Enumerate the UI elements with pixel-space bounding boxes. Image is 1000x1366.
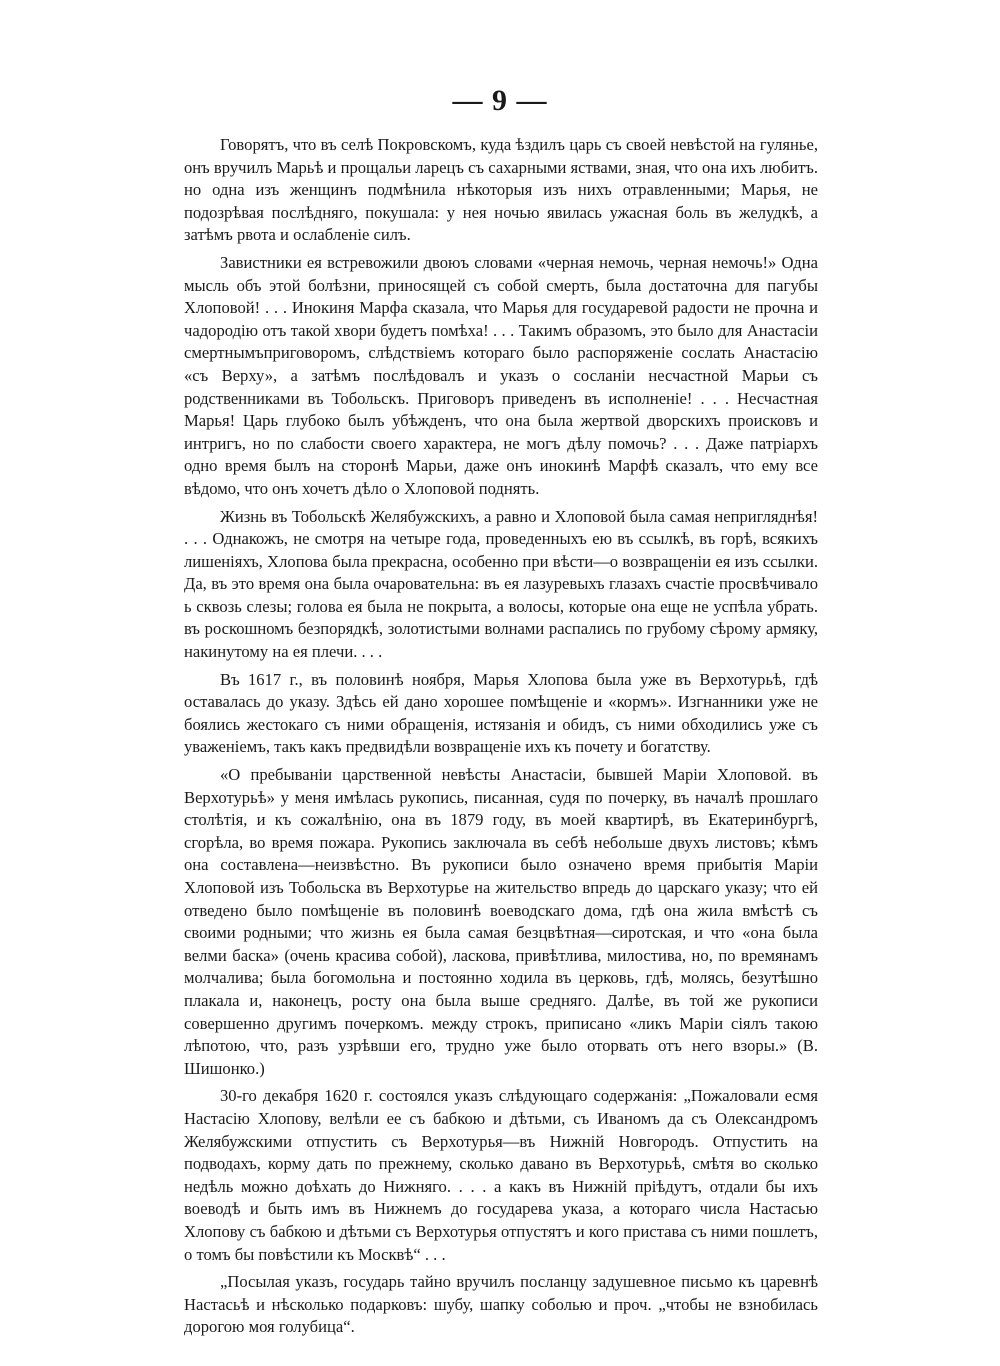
page-number: — 9 — bbox=[452, 84, 548, 117]
paragraph-tobolsk-life: Жизнь въ Тобольскѣ Желябужскихъ, а равно и Хлоповой была самая непригляднѣя! . . . Однакожъ, не смотря на четыре года, проведенныхъ ею въ ссылкѣ, въ горѣ, всякихъ лишеніяхъ, Хлопова была прекрасна, особенно при вѣсти—о возвращеніи ея изъ ссылки. Да, въ это время она была очаровательна: въ ея лазуревыхъ глазахъ счастіе просвѣчивало ь сквозь слезы; голова ея была не покрыта, а волосы, которые она еще не успѣла убрать. въ роскошномъ безпорядкѣ, золотистыми волнами распались по грубому сѣрому армяку, накинутому на ея плечи. . . . bbox=[184, 506, 818, 662]
paragraph-verkhoturye-arrival: Въ 1617 г., въ половинѣ ноября, Марья Хлопова была уже въ Верхотурьѣ, гдѣ оставалась до указу. Здѣсь ей дано хорошее помѣщеніе и «кормъ». Изгнанники уже не боялись жестокаго съ ними обращенія, истязанія и обидъ, съ ними обходились уже съ уваженіемъ, такъ какъ предвидѣли возвращеніе ихъ къ почету и богатству. bbox=[184, 669, 818, 757]
paragraph-secret-letter: „Посылая указъ, государь тайно вручилъ посланцу задушевное письмо къ царевнѣ Настасьѣ и нѣсколько подарковъ: шубу, шапку соболью и проч. „чтобы не взнобилась дорогою моя голубица“. bbox=[184, 1272, 818, 1337]
body-text bbox=[184, 134, 818, 1344]
paragraph-manuscript: «О пребываніи царственной невѣсты Анастасіи, бывшей Маріи Хлоповой. въ Верхотурьѣ» у меня имѣлась рукопись, писанная, судя по почерку, въ началѣ прошлаго столѣтія, и къ сожалѣнію, она въ 1879 году, въ моей квартирѣ, въ Екатеринбургѣ, сгорѣла, во время пожара. Рукопись заключала въ себѣ небольше двухъ листовъ; кѣмъ она составлена—неизвѣстно. Въ рукописи было означено время прибытія Маріи Хлоповой изъ Тобольска въ Верхотурье на жительство впредь до царскаго указу; что ей отведено было помѣщеніе въ половинѣ воеводскаго дома, гдѣ она жила вмѣстѣ съ своими родными; что жизнь ея была самая безцвѣтная—сиротская, и что «она была велми баска» (очень красива собой), ласкова, привѣтлива, милостива, но, по времянамъ молчалива; была богомольна и постоянно ходила въ церковь, гдѣ, молясь, безутѣшно плакала и, наконецъ, росту она была выше средняго. Далѣе, въ той же рукописи совершенно другимъ почеркомъ. между строкъ, приписано «ликъ Маріи сіялъ такою лѣпотою, что, разъ узрѣвши его, трудно уже было оторвать отъ него взоры.» (В. Шишонко.) bbox=[184, 765, 818, 1078]
paragraph-decree: 30-го декабря 1620 г. состоялся указъ слѣдующаго содержанія: „Пожаловали есмя Настасію Хлопову, велѣли ее съ бабкою и дѣтьми, съ Иваномъ да съ Олександромъ Желябужскими отпустить съ Верхотурья—въ Нижній Новгородъ. Отпустить на подводахъ, корму дать по прежнему, сколько давано въ Верхотурьѣ, смѣтя во сколько недѣль можно доѣхать до Нижняго. . . . а какъ въ Нижній пріѣдутъ, отдали бы ихъ воеводѣ и быть имъ въ Нижнемъ до государева указа, а котораго числа Настасью Хлопову съ бабкою и дѣтьми съ Верхотурья отпустятъ и кого пристава съ ними пошлетъ, о томъ бы повѣстили къ Москвѣ“ . . . bbox=[184, 1086, 818, 1264]
paragraph-pokrovskoe: Говорятъ, что въ селѣ Покровскомъ, куда ѣздилъ царь съ своей невѣстой на гулянье, онъ вручилъ Марьѣ и прощальи ларецъ съ сахарными яствами, зная, что она ихъ любитъ. но одна изъ женщинъ подмѣнила нѣкоторыя изъ нихъ отравленными; Марья, не подозрѣвая послѣдняго, покушала: у нея ночью явилась ужасная боль въ желудкѣ, а затѣмъ рвота и ослабленіе силъ. bbox=[184, 135, 818, 245]
paragraph-black-illness: Завистники ея встревожили двоюъ словами «черная немочь, черная немочь!» Одна мысль объ этой болѣзни, приносящей съ собой смерть, была достаточна для пагубы Хлоповой! . . . Инокиня Марфа сказала, что Марья для государевой радости не прочна и чадородію отъ такой хвори будетъ помѣха! . . . Такимъ образомъ, это было для Анастасіи смертнымъприговоромъ, слѣдствіемъ котораго было распоряженіе сослать Анастасію «съ Верху», а затѣмъ послѣдовалъ и указъ о сосланіи несчастной Марьи съ родственниками въ Тобольскъ. Приговоръ приведенъ въ исполненіе! . . . Несчастная Марья! Царь глубоко былъ убѣжденъ, что она была жертвой дворскихъ происковъ и интригъ, но по слабости своего характера, не могъ дѣлу помочь? . . . Даже патріархъ одно время былъ на сторонѣ Марьи, даже онъ инокинѣ Марфѣ сказалъ, что ему все вѣдомо, что онъ хочетъ дѣло о Хлоповой поднять. bbox=[184, 252, 818, 498]
